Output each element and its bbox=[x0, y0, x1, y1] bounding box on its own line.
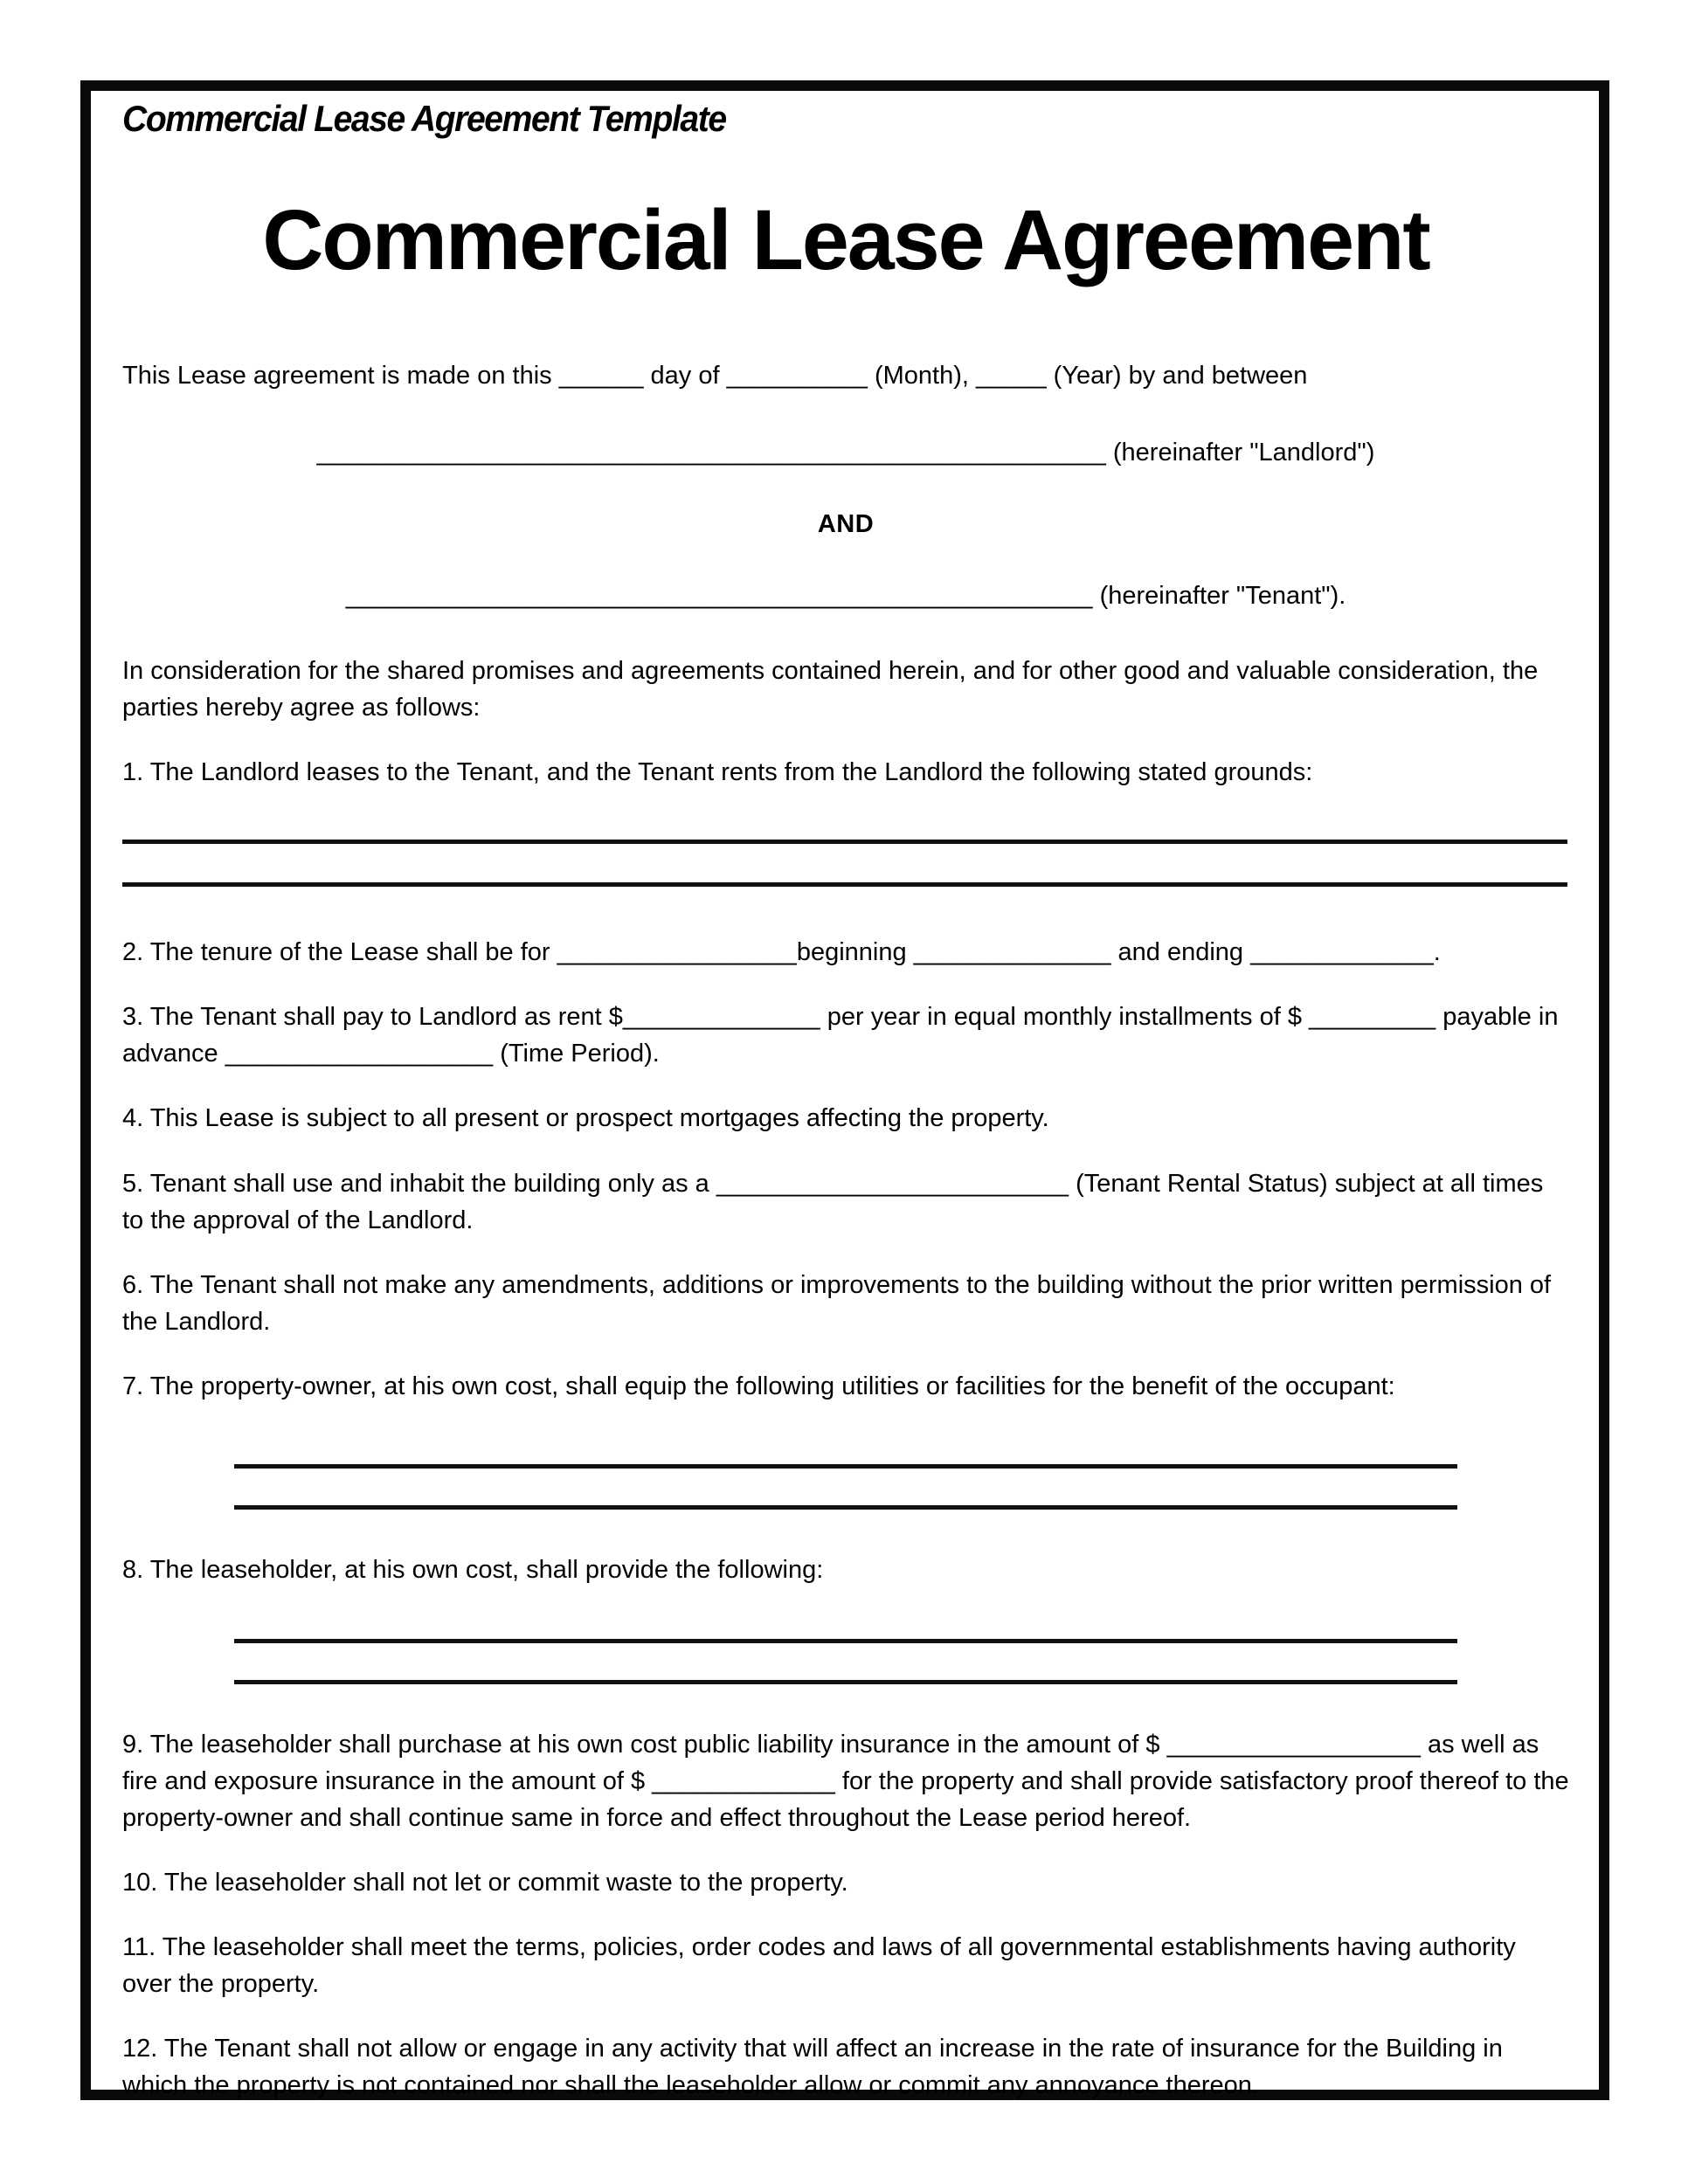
page-border bbox=[80, 80, 1609, 2100]
clause-6: 6. The Tenant shall not make any amendments, additions or improvements to the building without the prior written permission of the Landlord. bbox=[122, 1270, 1552, 1336]
clause-8: 8. The leaseholder, at his own cost, shall provide the following: bbox=[122, 1555, 824, 1584]
blank-fill-line bbox=[234, 1505, 1456, 1510]
clause-9: 9. The leaseholder shall purchase at his own cost public liability insurance in the amount of $ __________________ as well as fire and exposure insurance in the amount of $ _____________ for the property and shall provide satisfactory proof thereof to the property-owner and shall continue same in force and effect throughout the Lease period hereof. bbox=[122, 1730, 1569, 1832]
clause-2: 2. The tenure of the Lease shall be for _________________beginning ______________ and ending _____________. bbox=[122, 938, 1441, 967]
consideration-paragraph: In consideration for the shared promises and agreements contained herein, and for other good and valuable consideration, the parties hereby agree as follows: bbox=[122, 657, 1539, 722]
blank-fill-line bbox=[234, 1464, 1456, 1469]
clause-11: 11. The leaseholder shall meet the terms, policies, order codes and laws of all governmental establishments having authority over the property. bbox=[122, 1932, 1516, 1999]
landlord-fill-in-line: ________________________________________________________ (hereinafter "Landlord") bbox=[316, 439, 1375, 467]
clause-12: 12. The Tenant shall not allow or engage in any activity that will affect an increase in the rate of insurance for the Building in which the property is not contained nor shall the leaseholder allow or commit any annoyance thereon. bbox=[122, 2035, 1503, 2100]
blank-fill-line bbox=[234, 1639, 1456, 1643]
clause-7: 7. The property-owner, at his own cost, shall equip the following utilities or facilities for the benefit of the occupant: bbox=[122, 1372, 1395, 1400]
tenant-fill-in-line: _____________________________________________________ (hereinafter "Tenant"). bbox=[345, 582, 1346, 611]
clause-1: 1. The Landlord leases to the Tenant, and the Tenant rents from the Landlord the following stated grounds: bbox=[122, 758, 1313, 787]
template-label: Commercial Lease Agreement Template bbox=[122, 98, 726, 139]
clause-3: 3. The Tenant shall pay to Landlord as rent $______________ per year in equal monthly installments of $ _________ payable in advance ___________________ (Time Period). bbox=[122, 1003, 1559, 1068]
intro-paragraph: This Lease agreement is made on this ______ day of __________ (Month), _____ (Year) by and between bbox=[122, 361, 1308, 390]
clause-10: 10. The leaseholder shall not let or commit waste to the property. bbox=[122, 1868, 848, 1897]
blank-fill-line bbox=[234, 1680, 1456, 1684]
document-title: Commercial Lease Agreement bbox=[262, 192, 1429, 288]
clause-4: 4. This Lease is subject to all present or prospect mortgages affecting the property. bbox=[122, 1104, 1049, 1133]
clause-5: 5. Tenant shall use and inhabit the building only as a _________________________ (Tenant Rental Status) subject at all times to the approval of the Landlord. bbox=[122, 1169, 1544, 1234]
blank-fill-line bbox=[122, 840, 1567, 844]
blank-fill-line bbox=[122, 882, 1567, 887]
and-separator: AND bbox=[817, 510, 875, 539]
